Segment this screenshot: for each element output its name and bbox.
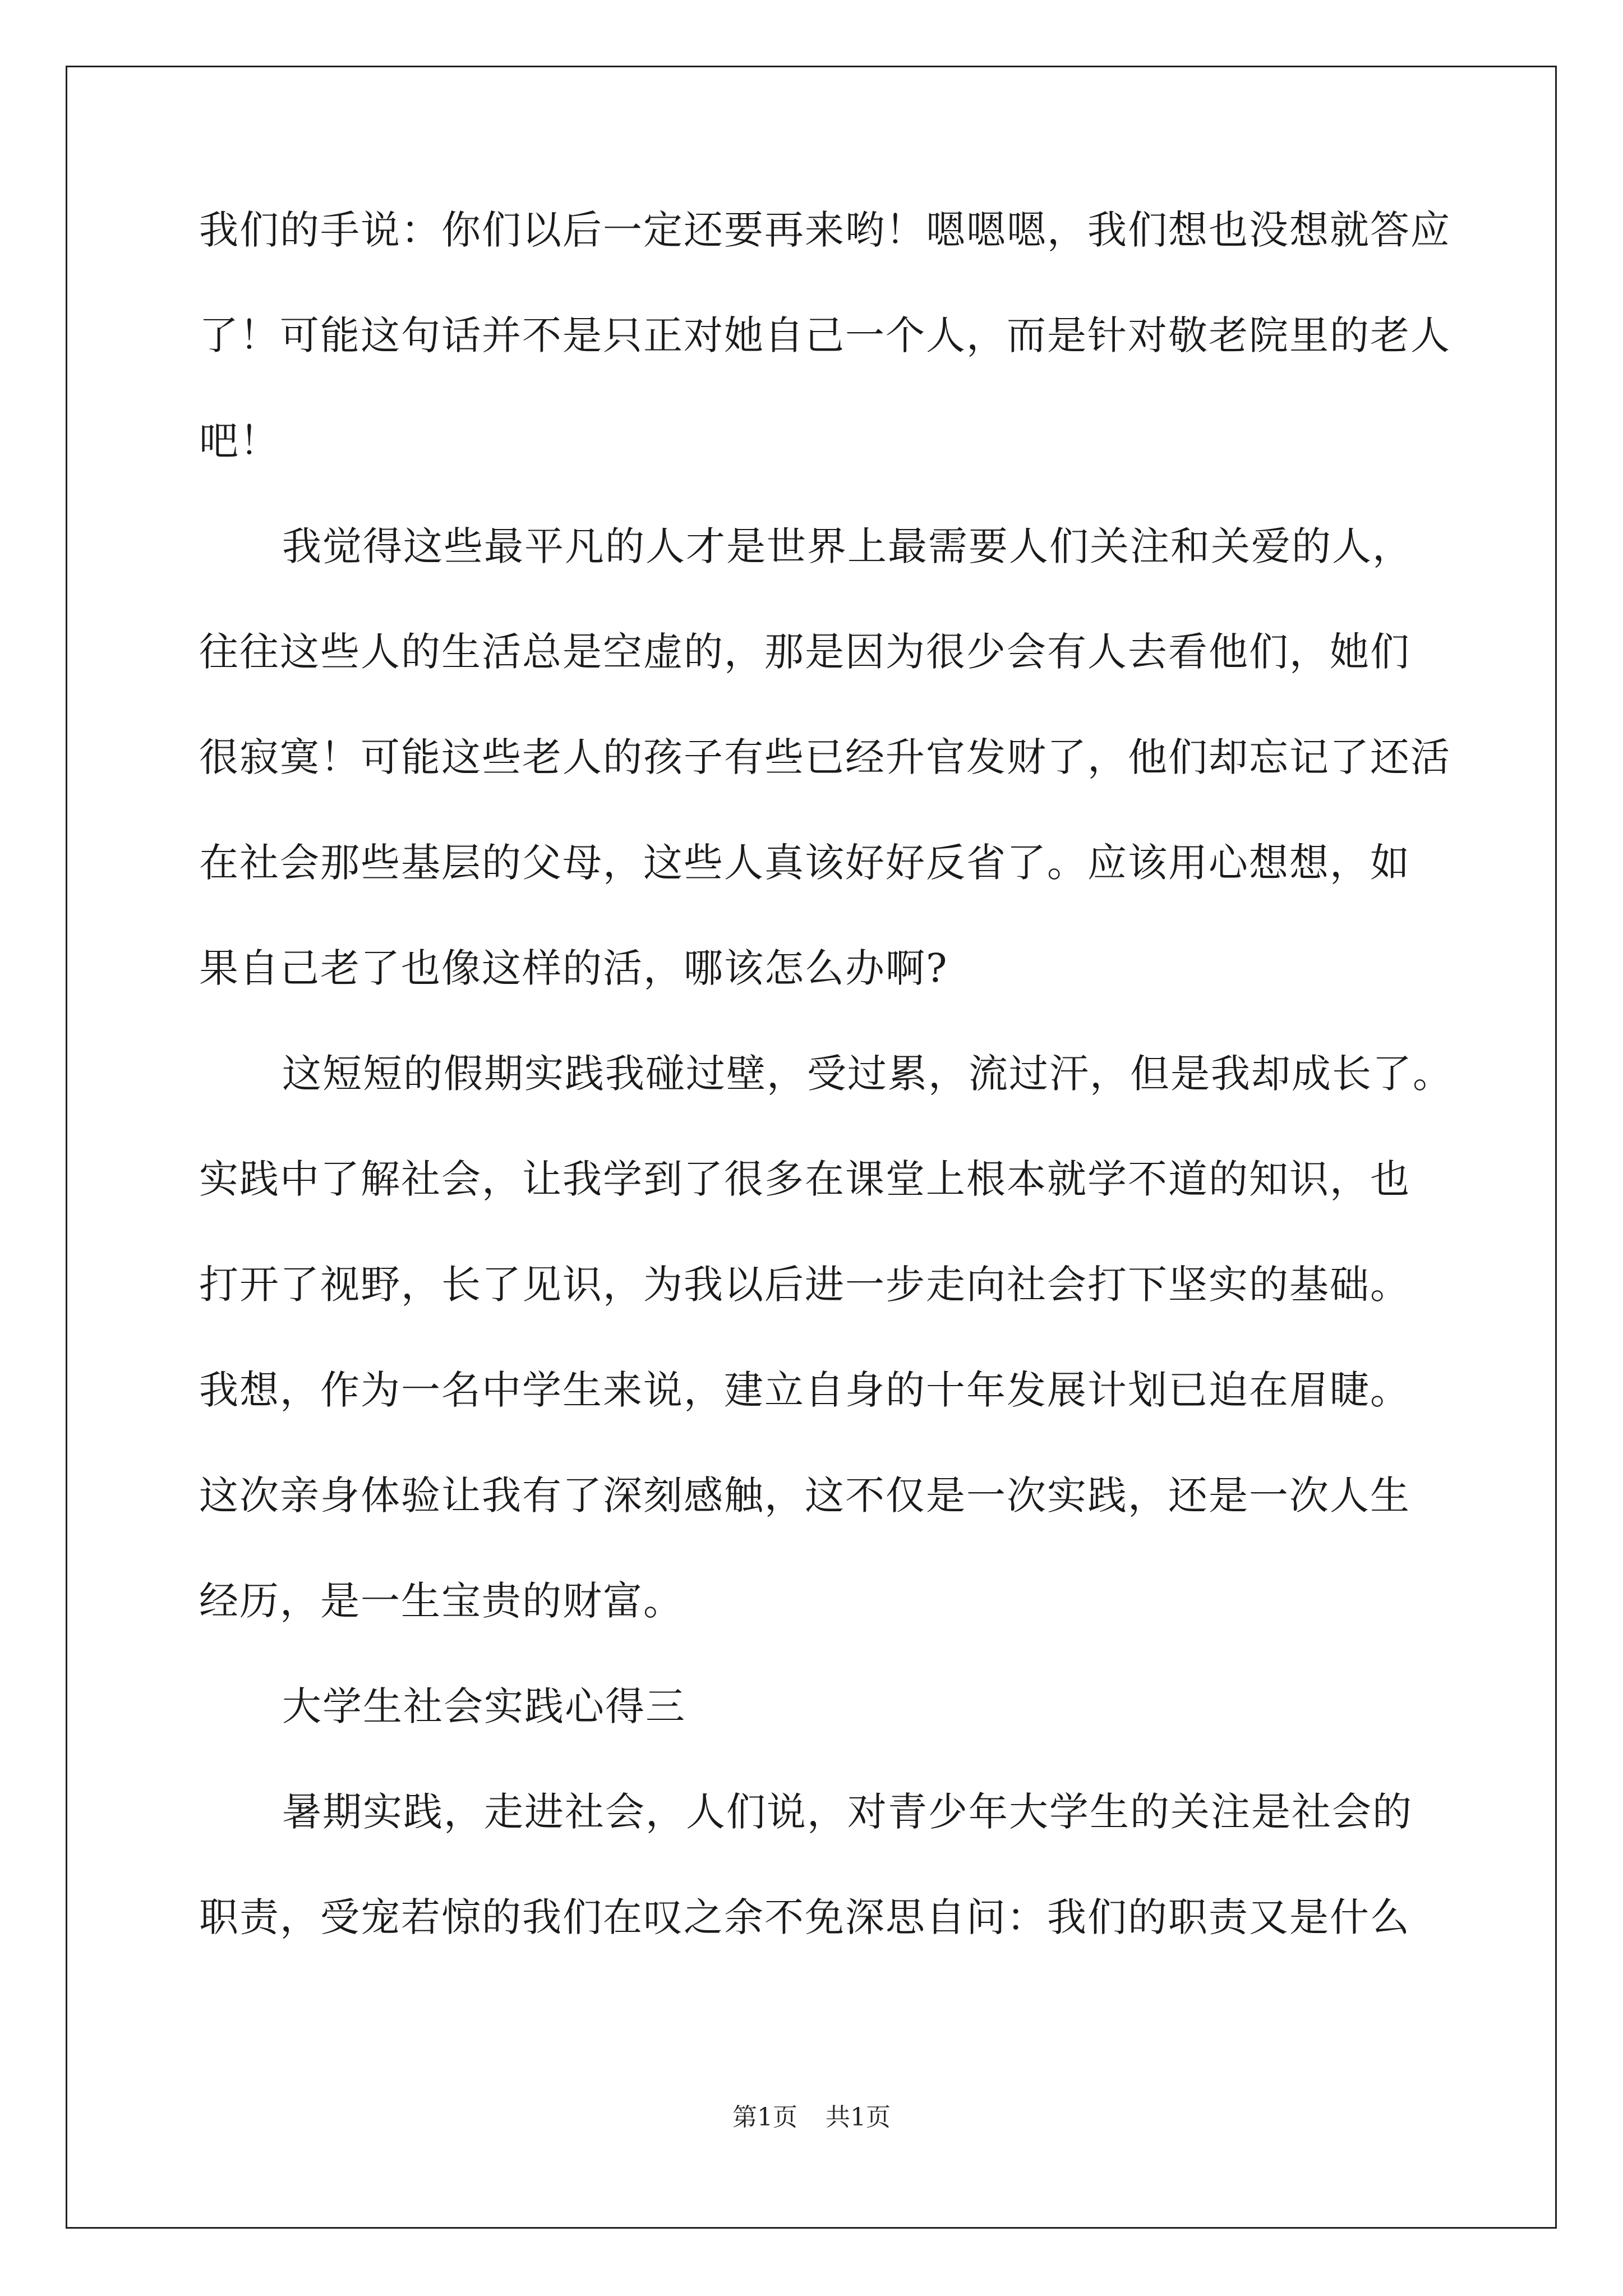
- text-line: 我想，作为一名中学生来说，建立自身的十年发展计划已迫在眉睫。: [199, 1367, 1410, 1413]
- text-line: 暑期实践，走进社会，人们说，对青少年大学生的关注是社会的: [282, 1789, 1413, 1835]
- text-line: 经历，是一生宝贵的财富。: [199, 1578, 684, 1624]
- text-line: 果自己老了也像这样的活，哪该怎么办啊?: [199, 945, 948, 991]
- page-number-total: 共1页: [826, 2103, 891, 2132]
- document-body: [199, 207, 1453, 2003]
- text-line: 打开了视野，长了见识，为我以后进一步走向社会打下坚实的基础。: [199, 1262, 1410, 1308]
- page-footer: [0, 2104, 1623, 2132]
- text-line: 吧！: [199, 418, 280, 464]
- text-line: 实践中了解社会，让我学到了很多在课堂上根本就学不道的知识，也: [199, 1156, 1410, 1202]
- text-line: 这短短的假期实践我碰过壁，受过累，流过汗，但是我却成长了。: [282, 1051, 1453, 1097]
- page-number-current: 第1页: [732, 2103, 797, 2132]
- text-line: 往往这些人的生活总是空虚的，那是因为很少会有人去看他们，她们: [199, 629, 1410, 675]
- text-line: 很寂寞！可能这些老人的孩子有些已经升官发财了，他们却忘记了还活: [199, 734, 1451, 780]
- text-line: 职责，受宠若惊的我们在叹之余不免深思自问：我们的职责又是什么: [199, 1894, 1410, 1940]
- text-line: 我们的手说：你们以后一定还要再来哟！嗯嗯嗯，我们想也没想就答应: [199, 207, 1451, 253]
- text-line: 在社会那些基层的父母，这些人真该好好反省了。应该用心想想，如: [199, 840, 1410, 886]
- text-line: 这次亲身体验让我有了深刻感触，这不仅是一次实践，还是一次人生: [199, 1473, 1410, 1519]
- text-line: 了！可能这句话并不是只正对她自己一个人，而是针对敬老院里的老人: [199, 312, 1451, 358]
- text-line: 大学生社会实践心得三: [282, 1683, 686, 1729]
- text-line: 我觉得这些最平凡的人才是世界上最需要人们关注和关爱的人，: [282, 523, 1413, 569]
